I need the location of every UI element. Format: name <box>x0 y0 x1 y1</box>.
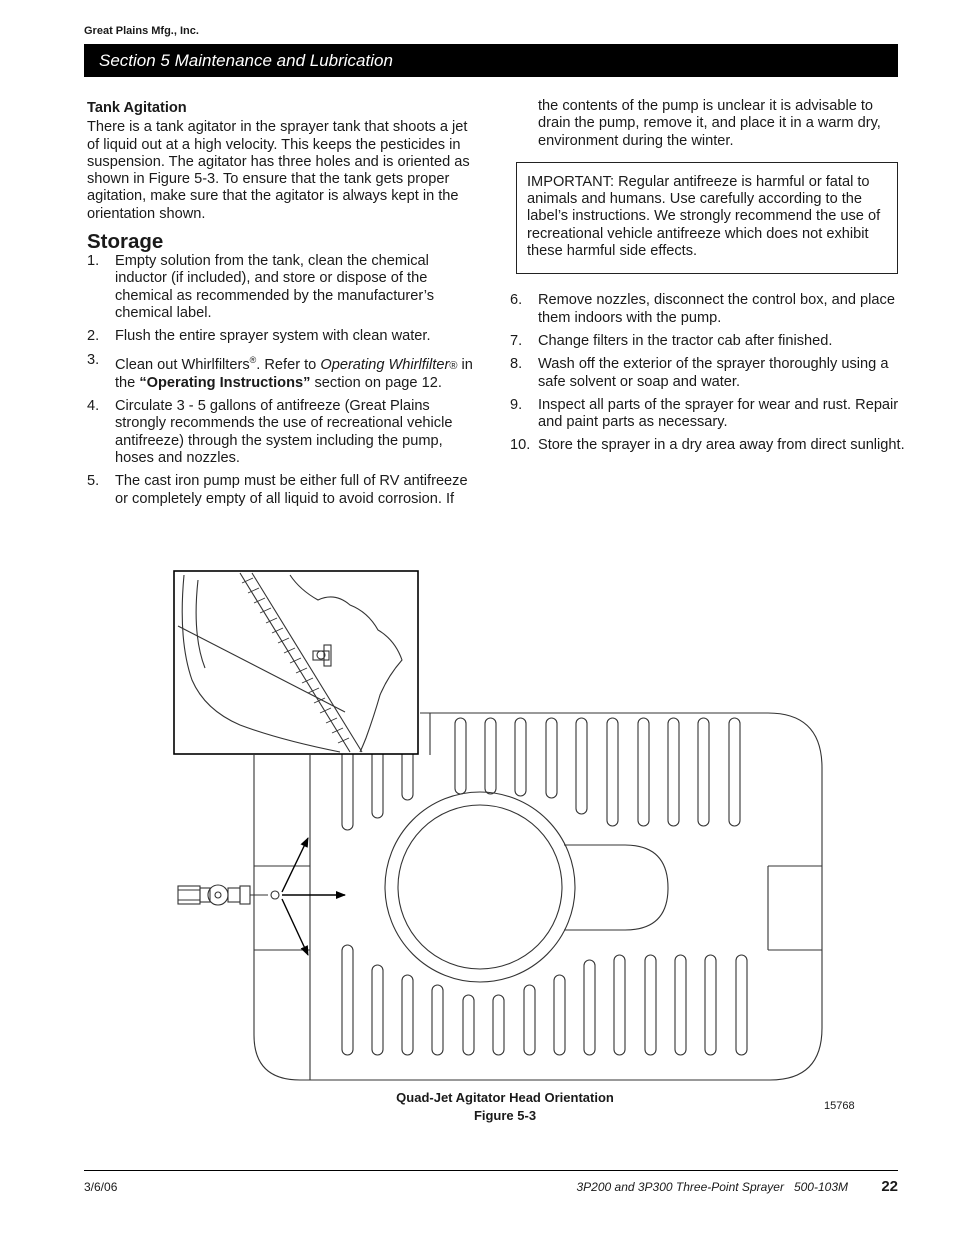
registered-mark: ® <box>249 354 257 365</box>
page-number: 22 <box>881 1178 898 1195</box>
step-number: 3. <box>87 351 100 368</box>
tank-agitation-heading: Tank Agitation <box>87 100 187 116</box>
step-number: 4. <box>87 398 100 415</box>
step-number: 6. <box>510 292 523 309</box>
step-text: Wash off the exterior of the sprayer thoroughly using a safe solvent or soap and water. <box>538 356 889 390</box>
tank-drawing <box>178 713 822 1080</box>
step-text-part: . Refer to <box>256 356 321 373</box>
figure-number: 15768 <box>824 1100 855 1112</box>
step-text-bold: “Operating Instructions” <box>139 374 311 391</box>
registered-mark: ® <box>449 359 458 372</box>
figure-caption-title: Quad-Jet Agitator Head Orientation <box>396 1090 614 1105</box>
step-number: 7. <box>510 332 523 349</box>
agitator-detail-inset <box>174 571 418 754</box>
storage-heading: Storage <box>87 230 164 254</box>
jet-direction-arrows <box>282 838 345 955</box>
step-text-part: Clean out Whirlfilters <box>115 356 250 373</box>
step-text: Empty solution from the tank, clean the chemical inductor (if included), and store or dispose of the chemical as recommended by the manufacturer’s chemical label. <box>115 253 435 321</box>
step-text: Flush the entire sprayer system with clean water. <box>115 328 431 345</box>
step-number: 2. <box>87 328 100 345</box>
step-number: 1. <box>87 253 100 270</box>
footer-divider <box>84 1170 898 1171</box>
step-text: Change filters in the tractor cab after finished. <box>538 332 833 349</box>
section-title: Section 5 Maintenance and Lubrication <box>99 51 393 70</box>
step-5-continued: the contents of the pump is unclear it is advisable to drain the pump, remove it, and place it in a warm dry, environment during the winter. <box>538 98 881 149</box>
step-text: Circulate 3 - 5 gallons of antifreeze (Great Plains strongly recommends the use of recreational vehicle antifreeze) through the system including the pump, hoses and nozzles. <box>115 398 453 466</box>
step-number: 8. <box>510 356 523 373</box>
tank-agitation-body: There is a tank agitator in the sprayer tank that shoots a jet of liquid out at a high velocity. This keeps the pesticides in suspension. The agitator has three holes and is oriented as shown in Figure 5-3. To ensure that the tank gets proper agitation, make sure that the agitator is always kept in the orientation shown. <box>87 119 470 222</box>
step-text: The cast iron pump must be either full of RV antifreeze or completely empty of all liquid to avoid corrosion. If <box>115 473 468 507</box>
figure-caption-label: Figure 5-3 <box>473 1108 537 1123</box>
step-number: 9. <box>510 396 523 413</box>
step-text: Inspect all parts of the sprayer for wear and rust. Repair and paint parts as necessary. <box>538 396 899 431</box>
step-text: Store the sprayer in a dry area away from direct sunlight. <box>538 437 905 454</box>
step-text: Remove nozzles, disconnect the control box, and place them indoors with the pump. <box>538 292 895 326</box>
step-number: 10. <box>510 437 531 454</box>
company-name: Great Plains Mfg., Inc. <box>84 25 199 37</box>
footer-document-title: 3P200 and 3P300 Three-Point Sprayer 500-103M <box>576 1180 848 1194</box>
important-text: IMPORTANT: Regular antifreeze is harmful or fatal to animals and humans. Use carefully according to the label’s instructions. We strongly recommend the use of recreational vehicle antifreeze which does not exhibit these harmful side effects. <box>527 173 881 260</box>
step-text-part: section on page 12. <box>310 374 442 391</box>
footer-date: 3/6/06 <box>84 1180 118 1194</box>
step-number: 5. <box>87 473 100 490</box>
step-text-part: in the <box>115 356 473 391</box>
step-text-italic: Operating Whirlfilter <box>320 356 450 373</box>
